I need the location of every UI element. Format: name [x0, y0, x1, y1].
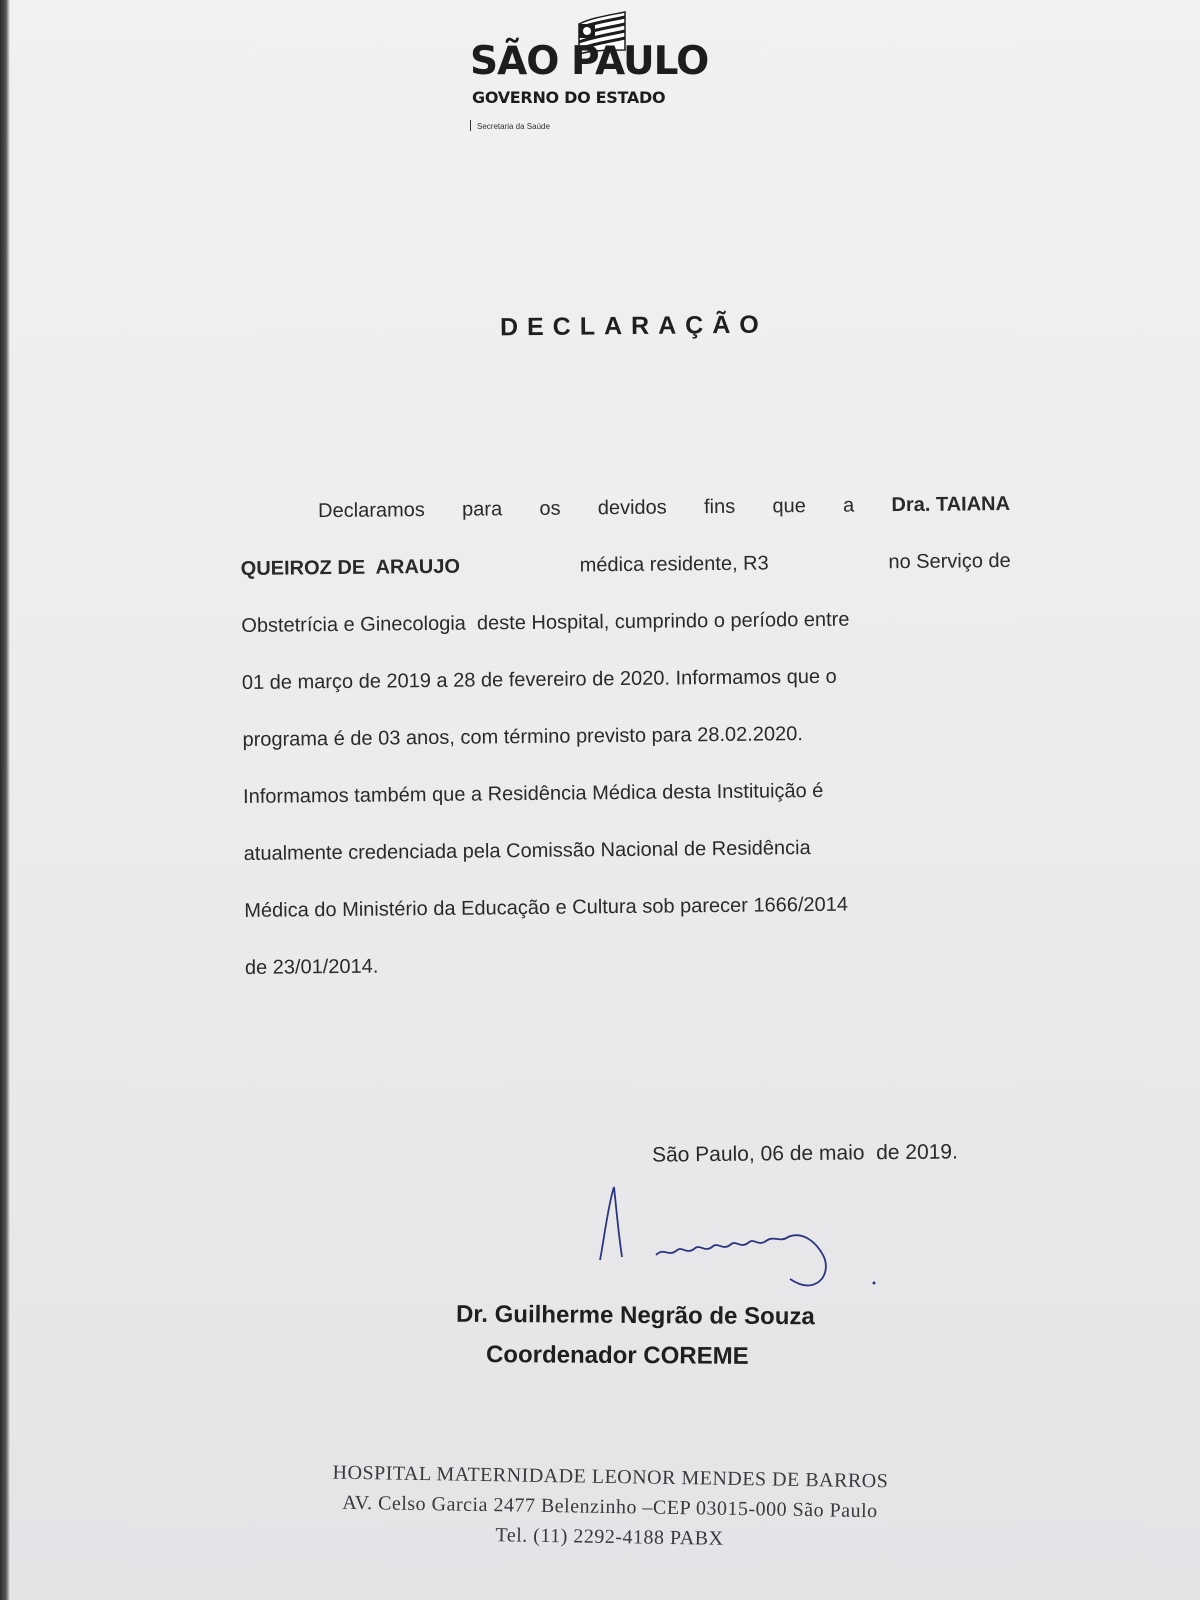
logo-government: GOVERNO DO ESTADO [472, 88, 666, 107]
body-text: Obstetrícia e Ginecologia deste Hospital, cumprindo o período entre [241, 608, 850, 637]
body-text: no Serviço de [888, 549, 1011, 574]
body-word: que [772, 495, 806, 518]
doctor-name-last: QUEIROZ DE ARAUJO [240, 555, 461, 580]
body-text: 01 de março de 2019 a 28 de fevereiro de 2020. Informamos que o [241, 665, 837, 694]
body-line [245, 948, 1016, 1013]
body-line [240, 492, 1011, 557]
body-text: atualmente credenciada pela Comissão Nacional de Residência [243, 837, 811, 865]
footer-institution: HOSPITAL MATERNIDADE LEONOR MENDES DE BARROS [332, 1461, 889, 1493]
sao-paulo-government-logo [470, 10, 730, 131]
body-line [244, 834, 1015, 899]
body-word: Declaramos [318, 499, 425, 523]
place-and-date: São Paulo, 06 de maio de 2019. [651, 1140, 959, 1167]
footer-address: AV. Celso Garcia 2477 Belenzinho –CEP 03015-000 São Paulo [342, 1491, 878, 1523]
body-word: os [539, 497, 561, 520]
body-word: para [461, 498, 503, 521]
body-line [243, 777, 1014, 842]
institution-footer [279, 1457, 940, 1557]
signer-name: Dr. Guilherme Negrão de Souza [455, 1300, 815, 1331]
body-line [241, 549, 1012, 614]
signer-role: Coordenador COREME [485, 1341, 749, 1370]
body-text: Médica do Ministério da Educação e Cultura sob parecer 1666/2014 [244, 893, 849, 922]
body-line [244, 891, 1015, 956]
doctor-name-first: Dra. TAIANA [891, 492, 1011, 517]
body-text: Informamos também que a Residência Médica desta Instituição é [242, 779, 824, 808]
logo-state-name: SÃO PAULO [470, 39, 709, 84]
body-text: programa é de 03 anos, com término previsto para 28.02.2020. [242, 723, 803, 751]
page-edge-shadow [0, 0, 10, 1600]
body-word: fins [703, 495, 736, 519]
document-title: DECLARAÇÃO [499, 310, 768, 342]
body-word: devidos [597, 496, 667, 520]
footer-phone: Tel. (11) 2292-4188 PABX [495, 1524, 724, 1550]
body-line [241, 606, 1012, 671]
logo-department: Secretaria da Saúde [470, 120, 550, 131]
declaration-body [240, 492, 1015, 1013]
handwritten-signature [590, 1185, 890, 1295]
body-text: médica residente, R3 [579, 552, 769, 577]
body-word: a [842, 494, 855, 517]
body-text: de 23/01/2014. [244, 955, 379, 979]
body-line [242, 720, 1013, 785]
body-line [242, 663, 1013, 728]
